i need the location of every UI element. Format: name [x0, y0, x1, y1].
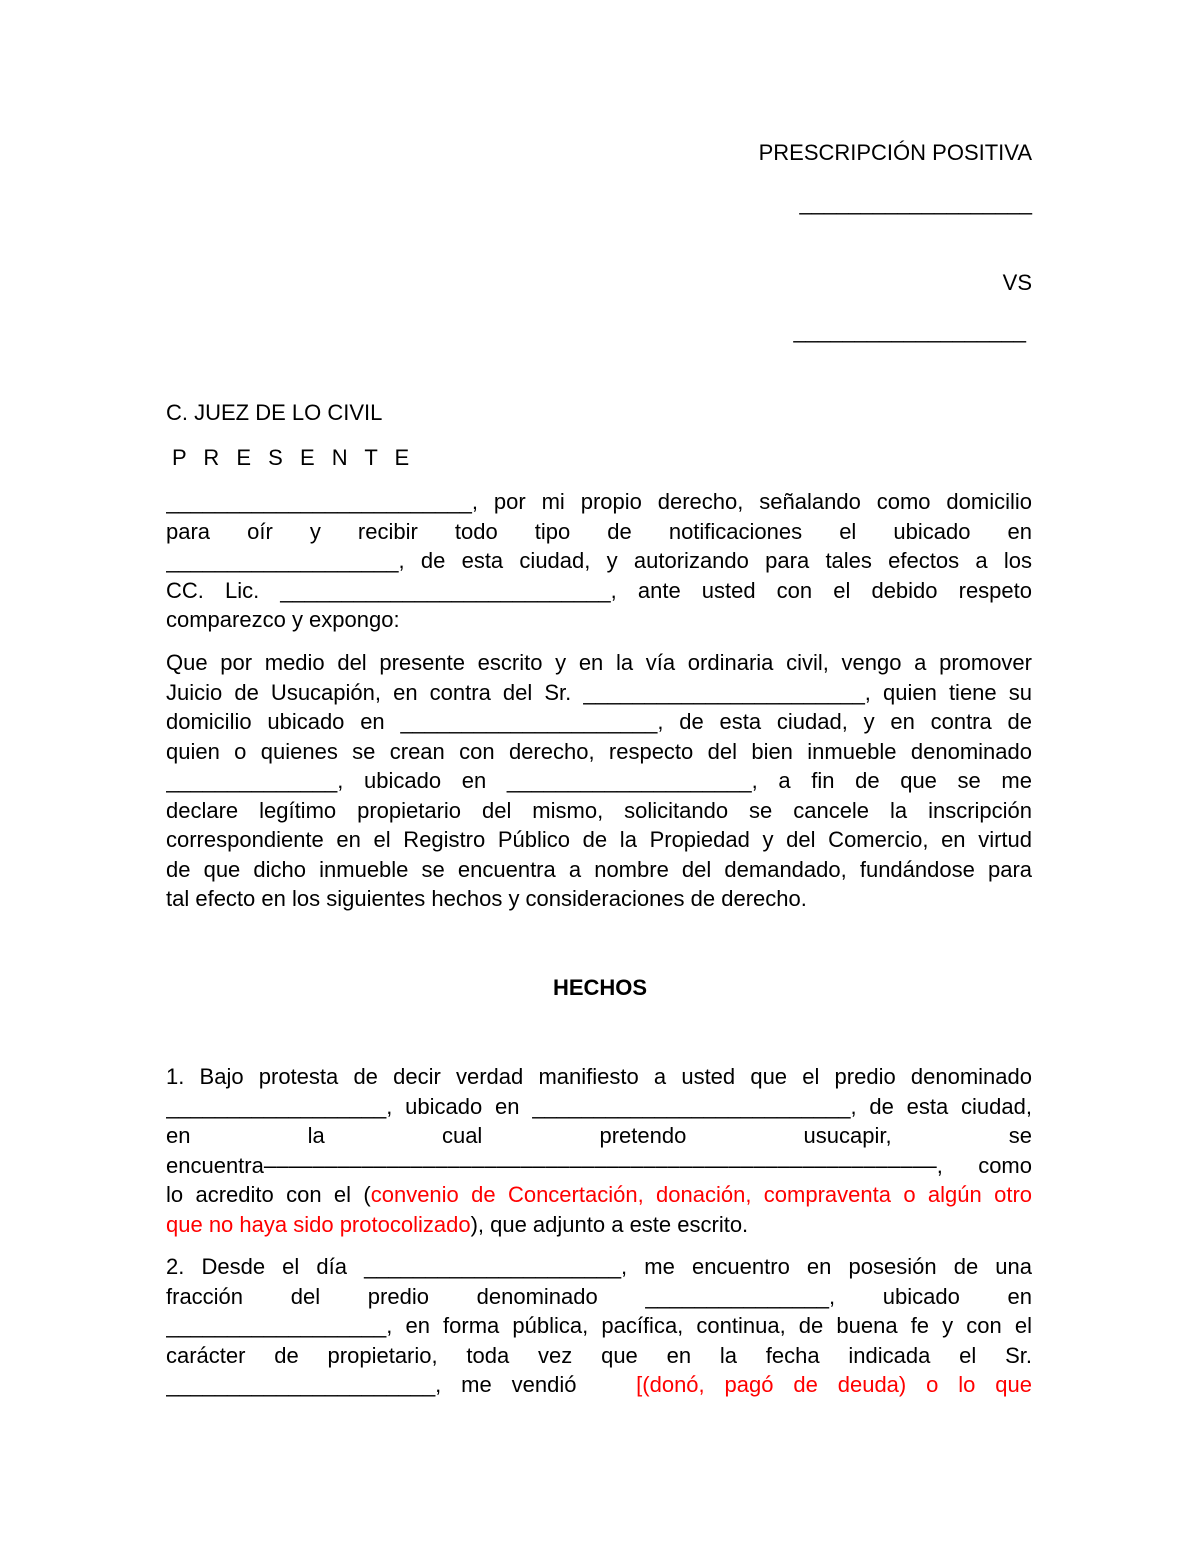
section-heading: HECHOS	[552, 975, 648, 1000]
intro-paragraph	[166, 487, 1032, 635]
fact-2-line: carácter de propietario, toda vez que en la fecha indicada el Sr.	[166, 1342, 1032, 1368]
intro-line: ___________________, de esta ciudad, y autorizando para tales efectos a los	[166, 548, 1032, 573]
fact-1-line: encuentra–––––––––––––––––––––––––––––––––––––––––––––––––––––––, como	[166, 1152, 1032, 1178]
fact-1-line: __________________, ubicado en __________________________, de esta ciudad,	[166, 1093, 1032, 1119]
document-title: PRESCRIPCIÓN POSITIVA	[758, 140, 1032, 165]
main-line: correspondiente en el Registro Público de la Propiedad y del Comercio, en virtud	[166, 827, 1032, 852]
main-line: de que dicho inmueble se encuentra a nombre del demandado, fundándose para	[166, 856, 1032, 882]
fact-2-line: fracción del predio denominado _______________, ubicado en	[166, 1283, 1032, 1309]
fact-1-text: ), que adjunto a este escrito.	[470, 1211, 749, 1237]
main-line: Que por medio del presente escrito y en la vía ordinaria civil, vengo a promover	[166, 650, 1032, 675]
intro-line: CC. Lic. ___________________________, ante usted con el debido respeto	[166, 577, 1032, 603]
fact-2-line: 2. Desde el día _____________________, me encuentro en posesión de una	[166, 1254, 1032, 1279]
intro-line: _________________________, por mi propio derecho, señalando como domicilio	[166, 489, 1032, 514]
main-paragraph	[166, 648, 1032, 914]
fact-1-highlight: convenio de Concertación, donación, compraventa o algún otro	[370, 1182, 1032, 1207]
main-line: tal efecto en los siguientes hechos y consideraciones de derecho.	[166, 886, 807, 911]
fact-2-line	[166, 1370, 1032, 1400]
main-line: ______________, ubicado en ____________________, a fin de que se me	[166, 768, 1032, 793]
fact-1-highlight: que no haya sido protocolizado	[166, 1211, 471, 1237]
intro-line: comparezco y expongo:	[166, 607, 400, 632]
addressee-judge: C. JUEZ DE LO CIVIL	[166, 400, 383, 425]
fact-2-text: ______________________, me vendió	[166, 1372, 577, 1397]
main-line: declare legítimo propietario del mismo, solicitando se cancele la inscripción	[166, 797, 1032, 823]
fact-1-line	[166, 1210, 1032, 1240]
main-line: domicilio ubicado en _____________________, de esta ciudad, y en contra de	[166, 709, 1032, 734]
defendant-blank: ___________________	[793, 318, 1026, 343]
versus-label: VS	[1002, 270, 1032, 295]
fact-2	[166, 1252, 1032, 1400]
fact-1-line: 1. Bajo protesta de decir verdad manifiesto a usted que el predio denominado	[166, 1064, 1032, 1089]
main-line: Juicio de Usucapión, en contra del Sr. _______________________, quien tiene su	[166, 679, 1032, 705]
fact-1-text: lo acredito con el (	[166, 1182, 371, 1207]
fact-1-line: en la cual pretendo usucapir, se	[166, 1123, 1032, 1148]
fact-2-highlight: [(donó, pagó de deuda) o lo que	[636, 1372, 1032, 1397]
main-line: quien o quienes se crean con derecho, respecto del bien inmueble denominado	[166, 738, 1032, 764]
plaintiff-blank: ___________________	[799, 190, 1032, 215]
fact-2-line: __________________, en forma pública, pacífica, continua, de buena fe y con el	[166, 1313, 1032, 1338]
fact-1-line	[166, 1180, 1032, 1210]
intro-line: para oír y recibir todo tipo de notificaciones el ubicado en	[166, 518, 1032, 544]
fact-1	[166, 1062, 1032, 1239]
addressee-present: P R E S E N T E	[172, 445, 415, 470]
